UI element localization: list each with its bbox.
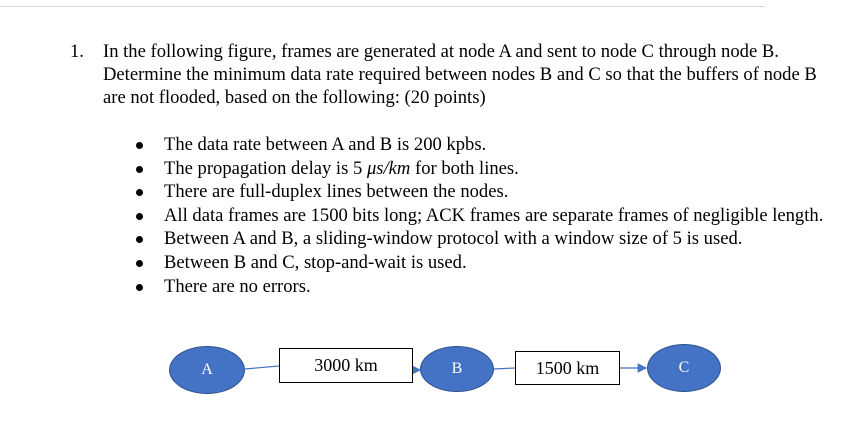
list-item: Between B and C, stop-and-wait is used. xyxy=(136,251,836,275)
question-number: 1. xyxy=(70,41,84,62)
distance-ab-label: 3000 km xyxy=(314,355,378,375)
question-text: In the following figure, frames are generated at node A and sent to node C through node B. Determine the minimum data rate required between nodes B and C so that the buffers of node B are not flooded, based on the following: (20 points) xyxy=(103,41,817,108)
link-a-to-box xyxy=(245,366,279,369)
link-b-to-box xyxy=(494,368,515,369)
distance-bc-box xyxy=(515,351,620,385)
list-item xyxy=(136,157,836,181)
propagation-text-after: for both lines. xyxy=(410,157,519,179)
distance-ab-box xyxy=(279,348,413,383)
conditions-list xyxy=(136,133,836,298)
list-item: All data frames are 1500 bits long; ACK frames are separate frames of negligible length. xyxy=(136,204,836,228)
question-block xyxy=(70,40,830,109)
propagation-text-before: The propagation delay is 5 xyxy=(164,157,367,179)
propagation-unit: μs/km xyxy=(366,157,411,179)
list-item: The data rate between A and B is 200 kpbs. xyxy=(136,133,836,157)
node-c-label: C xyxy=(678,359,690,376)
top-divider xyxy=(0,6,765,7)
list-item: There are full-duplex lines between the nodes. xyxy=(136,180,836,204)
node-b xyxy=(420,346,494,392)
node-c xyxy=(647,344,721,392)
list-item: Between A and B, a sliding-window protocol with a window size of 5 is used. xyxy=(136,227,836,251)
distance-bc-label: 1500 km xyxy=(535,357,600,378)
node-b-label: B xyxy=(451,360,463,377)
node-a xyxy=(169,346,245,394)
node-a-label: A xyxy=(201,361,213,378)
list-item: There are no errors. xyxy=(136,275,836,299)
